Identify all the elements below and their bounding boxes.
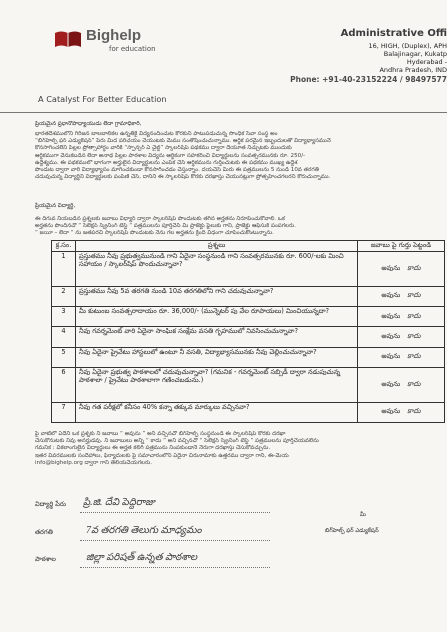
- table-row: [52, 402, 445, 422]
- letter-paragraph-1: [35, 131, 445, 181]
- answer-cell[interactable]: [358, 306, 445, 326]
- tagline: A Catalyst For Better Education: [38, 94, 167, 104]
- answer-yes[interactable]: అవును: [381, 407, 401, 416]
- column-header-number: క్ర.సం.: [52, 241, 76, 252]
- footer-paragraph: [35, 431, 445, 467]
- answer-cell[interactable]: [358, 402, 445, 422]
- row-number: 5: [52, 347, 76, 367]
- header-divider: [0, 112, 447, 113]
- footer-line-3: గమనిక : వికలాంగులైన విద్యార్థులు ఈ అర్హత కలిగి పత్రమును నింపకుండానే నేరుగా దరఖాస్తు చేసుకోవచ్చును.: [35, 445, 271, 452]
- answer-yes[interactable]: అవును: [381, 291, 401, 300]
- phone-number: Phone: +91-40-23152224 / 98497577: [290, 75, 447, 84]
- letter-salutation: ప్రియమైన ప్రధానోపాధ్యాయుడు లేదా గ్రామాధికారి,: [35, 121, 142, 127]
- letter-paragraph-2: [35, 216, 445, 238]
- school-label: పాఠశాల: [35, 555, 56, 563]
- answer-no-handwritten[interactable]: కాదు: [407, 352, 421, 361]
- address-line-1: 16, HIGH, (Duplex), APH: [368, 42, 447, 50]
- answer-no-handwritten[interactable]: కాదు: [407, 407, 421, 416]
- row-number: 4: [52, 327, 76, 347]
- class-line: [80, 540, 270, 541]
- table-header-row: [52, 241, 445, 252]
- para1-line-4: ఆర్థికముగా వెనుకబడిన లేదా అనాథ పిల్లల పాఠశాల విద్యను ఆర్థికంగా సహకరించి విద్యార్థులను సంవత్సరమునకు రూ. 250/-: [35, 152, 306, 159]
- answer-yes[interactable]: అవును: [381, 311, 401, 320]
- question-text: నీవు ఏదైనా ప్రైవేటు హాస్టలులో ఉంటూ నీ వసతి, విద్యాభ్యాసమునకు నీవు చెల్లించుచున్నావా?: [76, 347, 358, 367]
- student-name-value[interactable]: ప్రి.జి. దేవి పెద్దిరాజు: [83, 497, 155, 508]
- footer-line-2: చేసుకొనుటకు నీవు అనర్హుడవు. నీ జవాబులు అన్నీ “ కాదు ” అని వచ్చినచో “ సెలెక్షన్ స్క్రీనింగ్ టెస్ట్ ” పత్రములను పూర్తిచేయవలెను: [35, 438, 319, 445]
- address-line-4: Andhra Pradesh, IND: [379, 66, 447, 74]
- answer-cell[interactable]: [358, 286, 445, 306]
- answer-cell[interactable]: [358, 251, 445, 286]
- answer-cell[interactable]: [358, 367, 445, 402]
- brand-name: Bighelp: [86, 27, 141, 44]
- address-line-3: Hyderabad -: [406, 58, 447, 66]
- class-label: తరగతి: [35, 528, 53, 536]
- question-text: నీవు గవర్నమెంట్ వారి ఏదైనా సాంఘిక సంక్షేమ వసతి గృహములో నివసించుచున్నావా?: [76, 327, 358, 347]
- para2-line-1: ఈ దిగువ నీయబడిన ప్రశ్నలకు జవాబు విధ్యార్ ద్వారా స్కాలర్‌షిప్ పొందుటకు తగిన అర్హతను నిరూపించుకోవాలి. ఒక: [35, 216, 285, 222]
- para1-line-6: పొందుట ద్వారా వారి విద్యాభ్యాసం మాగించకుండా కొనసాగించడం చేస్తున్నాం. దయచేసి మీరు ఈ పత్రములను 5 నుండి 10వ తరగతి: [35, 167, 319, 174]
- table-row: [52, 327, 445, 347]
- answer-yes[interactable]: అవును: [381, 379, 401, 388]
- table-row: [52, 367, 445, 402]
- para1-line-1: భారతదేశములోని గిరిజన బాలబాలికల ఉన్నతికై విద్యనందించుట కొరకుని పాటుపడుచున్న సొంధిక సేవా సంస్థ అం: [35, 131, 278, 137]
- para2-line-3: “ జయీ – లేదా “ ను జతపరచి స్కాలర్‌షిప్ పొందుటకు నేను గల అర్హతను క్రింది విధంగా చూపించుకొంటున్నాను.: [35, 230, 274, 237]
- signature-org: బిగ్‌హెల్ప్ ఫర్ ఎడ్యుకేషన్: [325, 528, 379, 534]
- student-name-label: విద్యార్థి పేరు: [35, 500, 67, 508]
- para1-line-3: కొనసాగించలేని పిల్లల ప్రోత్సాహార్థం వారికి “స్పాన్సర్ ఏ చైల్డ్” స్కాలర్‌షిప్ పథకము ద్వారా దేయూత నిచ్చుటకు ముందుకు: [35, 145, 292, 152]
- answer-yes[interactable]: అవును: [381, 331, 401, 340]
- footer-line-4: ఇతర వివరములకు సందేహాలు, ఫిర్యాదులకు పై సమాచారంలోని ఏదైనా చిరునామాకు ఉత్తరము ద్వారా గాని, ఈ-మెయ: [35, 452, 289, 459]
- row-number: 1: [52, 251, 76, 286]
- book-logo-icon: [53, 30, 83, 50]
- table-row: [52, 347, 445, 367]
- question-text: నీవు ఏదైనా ప్రభుత్వ పాఠశాలలో చదువుచున్నావా? (గమనిక - గవర్నమెంట్ సబ్సిడీ ద్వారా నడుపుచున్న పాఠశాలా / ప్రైవేటు పాఠశాలాగా గణించబడును.): [76, 367, 358, 402]
- signature-prefix: మీ: [360, 512, 366, 518]
- answer-yes[interactable]: అవును: [381, 352, 401, 361]
- school-value[interactable]: జిల్లా పరిషత్ ఉన్నత పాఠశాల: [86, 552, 198, 563]
- answer-no-handwritten[interactable]: కాదు: [407, 331, 421, 340]
- address-line-2: Balajinagar, Kukatp: [383, 50, 447, 58]
- answer-no-handwritten[interactable]: కాదు: [407, 379, 421, 388]
- para1-line-5: ఉద్దేశ్యము. ఈ పథకములో భాగంగా అర్హులైన విద్యార్థులను ఎంపిక చేసి ఆర్థికమును గుర్తించుటకు ఈ పథకము ముఖ్య ఉద్దేశ: [35, 159, 298, 166]
- column-header-questions: ప్రశ్నలు: [76, 241, 358, 252]
- para2-line-2: అర్హతను పొందినచో “ సెలెక్షన్ స్క్రీనింగ్ టెస్ట్ “ పత్రములను పూర్తిచేసి మీ ప్రాజెక్టు ఫైలుకు గాని, ప్రాజెక్టు ఆఫీసుకి పంపగలరు.: [35, 223, 297, 230]
- footer-line-5: info@bighelp.org ద్వారా గాని తెలియచేయగలరు.: [35, 459, 152, 466]
- question-text: మీ కుటుంబ సంవత్సరాదాయం రూ. 36,000/- (మున్నెటర్ పు వేల రూపాయలు) మించియున్నదా?: [76, 306, 358, 326]
- answer-no-handwritten[interactable]: కాదు: [407, 263, 421, 272]
- row-number: 3: [52, 306, 76, 326]
- office-block: [257, 28, 447, 84]
- para1-line-2: “బిగ్‌హెల్ప్ ఫర్ ఎడ్యుకేషన్” పేరు మీద పరిచయం చేయుటకు మేము సంతోషించుచున్నాము. ఆర్థిక పరమైన ఇబ్బందులతో విద్యాభ్యాసమునే: [35, 138, 331, 145]
- school-line: [80, 567, 270, 568]
- answer-no-handwritten[interactable]: కాదు: [407, 291, 421, 300]
- row-number: 7: [52, 402, 76, 422]
- row-number: 6: [52, 367, 76, 402]
- class-value[interactable]: 7వ తరగతి తెలుగు మాధ్యమం: [86, 525, 202, 536]
- answer-cell[interactable]: [358, 347, 445, 367]
- brand-subtitle: for education: [109, 45, 156, 53]
- question-text: ప్రస్తుతము నీవు ప్రభుత్వమునుండి గాని ఏదైనా సంస్థనుండి గాని సంవత్సరమునకు రూ. 600/-లకు మించి సహాయం / స్కాలర్‌షిప్ పొందుచున్నావా?: [76, 251, 358, 286]
- column-header-answer: జవాబు పై గుర్తు పెట్టండి: [358, 241, 445, 252]
- table-row: [52, 251, 445, 286]
- student-salutation: ప్రియమైన విద్యార్థి,: [35, 203, 76, 209]
- answer-yes[interactable]: అవును: [381, 263, 401, 272]
- footer-line-1: పై వాటిలో ఏదేని ఒక ప్రశ్నకు నీ జవాబు “ అవును ” అని వచ్చినచో బిగ్‌హెల్ప్ సంస్థనుండి ఈ స్కాలర్‌షిప్ కొరకు దరఖా: [35, 431, 286, 437]
- para1-line-7: చదువుచున్న విద్యార్థిని విద్యార్థులకు పంపిణీ చేసి, దానిని ఈ స్కాలర్‌షిప్ కొరకు దరఖాస్తు చేయునట్లుగా ప్రోత్సహించగలరని కోరుచున్నాము.: [35, 174, 331, 181]
- office-title: Administrative Offi: [340, 28, 447, 39]
- question-text: నీవు గత పరీక్షలో కనీసం 40% కన్నా తక్కువ మార్కులు వచ్చినవా?: [76, 402, 358, 422]
- answer-no-handwritten[interactable]: కాదు: [407, 311, 421, 320]
- answer-cell[interactable]: [358, 327, 445, 347]
- table-row: [52, 286, 445, 306]
- student-name-line: [80, 512, 270, 513]
- question-text: ప్రస్తుతము నీవు 5వ తరగతి నుండి 10వ తరగతిలోని గాని చదువుచున్నావా?: [76, 286, 358, 306]
- logo: [53, 30, 83, 50]
- row-number: 2: [52, 286, 76, 306]
- table-row: [52, 306, 445, 326]
- eligibility-table: [51, 240, 445, 423]
